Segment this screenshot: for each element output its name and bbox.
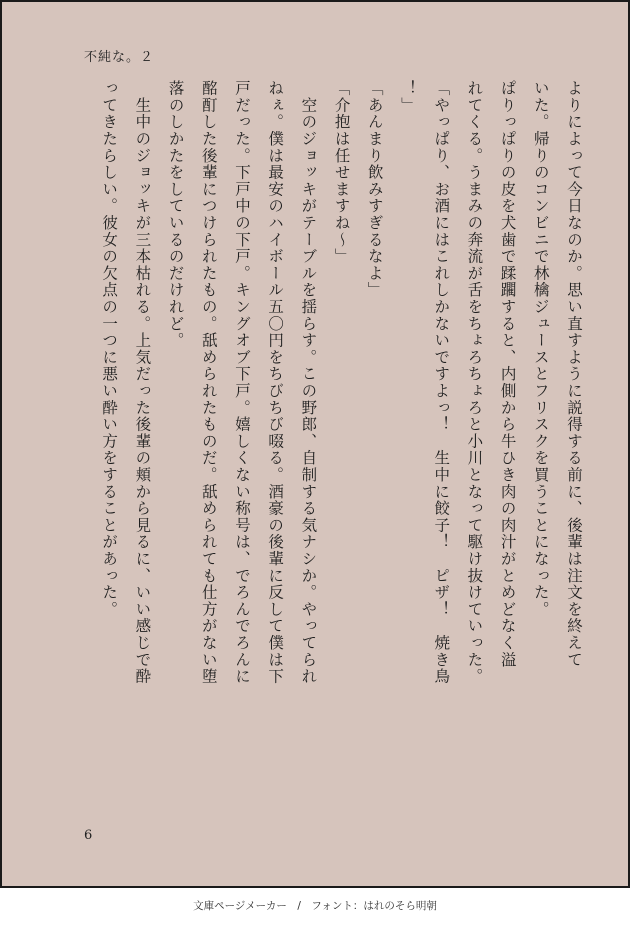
text-line: 落のしかたをしているのだけれど。: [166, 80, 185, 349]
footer-credit: 文庫ページメーカー / フォント：はれのそら明朝: [193, 900, 437, 912]
text-line: 「あんまり飲みすぎるなよ」: [365, 80, 384, 299]
text-line: 空のジョッキがテーブルを揺らす。この野郎、自制する気ナシか。やってられ: [299, 80, 318, 685]
text-line: よりによって今日なのか。思い直すように説得する前に、後輩は注文を終えて: [565, 80, 583, 668]
text-line: いた。帰りのコンビニで林檎ジュースとフリスクを買うことになった。: [531, 80, 550, 618]
text-line: 「介抱は任せますね～」: [332, 80, 351, 265]
text-line: れてくる。うまみの奔流が舌をちょろちょろと小川となって駆け抜けていった。: [465, 80, 484, 685]
vertical-body-text: [70, 80, 590, 815]
page-number: 6: [84, 828, 93, 843]
text-line: 「やっぱり、お酒にはこれしかないですよっ！ 生中に餃子！ ピザ！ 焼き鳥: [432, 80, 451, 685]
text-line: ぱりっぱりの皮を犬歯で蹂躙すると、内側から牛ひき肉の肉汁がとめどなく溢: [498, 80, 517, 668]
text-line: ねぇ。僕は最安のハイボール五〇円をちびちび啜る。酒豪の後輩に反して僕は下: [266, 80, 285, 685]
running-header: 不純な。２: [84, 50, 155, 65]
text-line: ！」: [398, 80, 417, 114]
text-line: 生中のジョッキが三本枯れる。上気だった後輩の頬から見るに、いい感じで酔: [133, 80, 152, 685]
text-line: 酩酊した後輩につけられたもの。舐められたものだ。舐められても仕方がない堕: [199, 80, 218, 685]
text-line: ってきたらしい。彼女の欠点の一つに悪い酔い方をすることがあった。: [100, 80, 119, 618]
text-line: 戸だった。下戸中の下戸。キングオブ下戸。嬉しくない称号は、でろんでろんに: [232, 80, 251, 685]
